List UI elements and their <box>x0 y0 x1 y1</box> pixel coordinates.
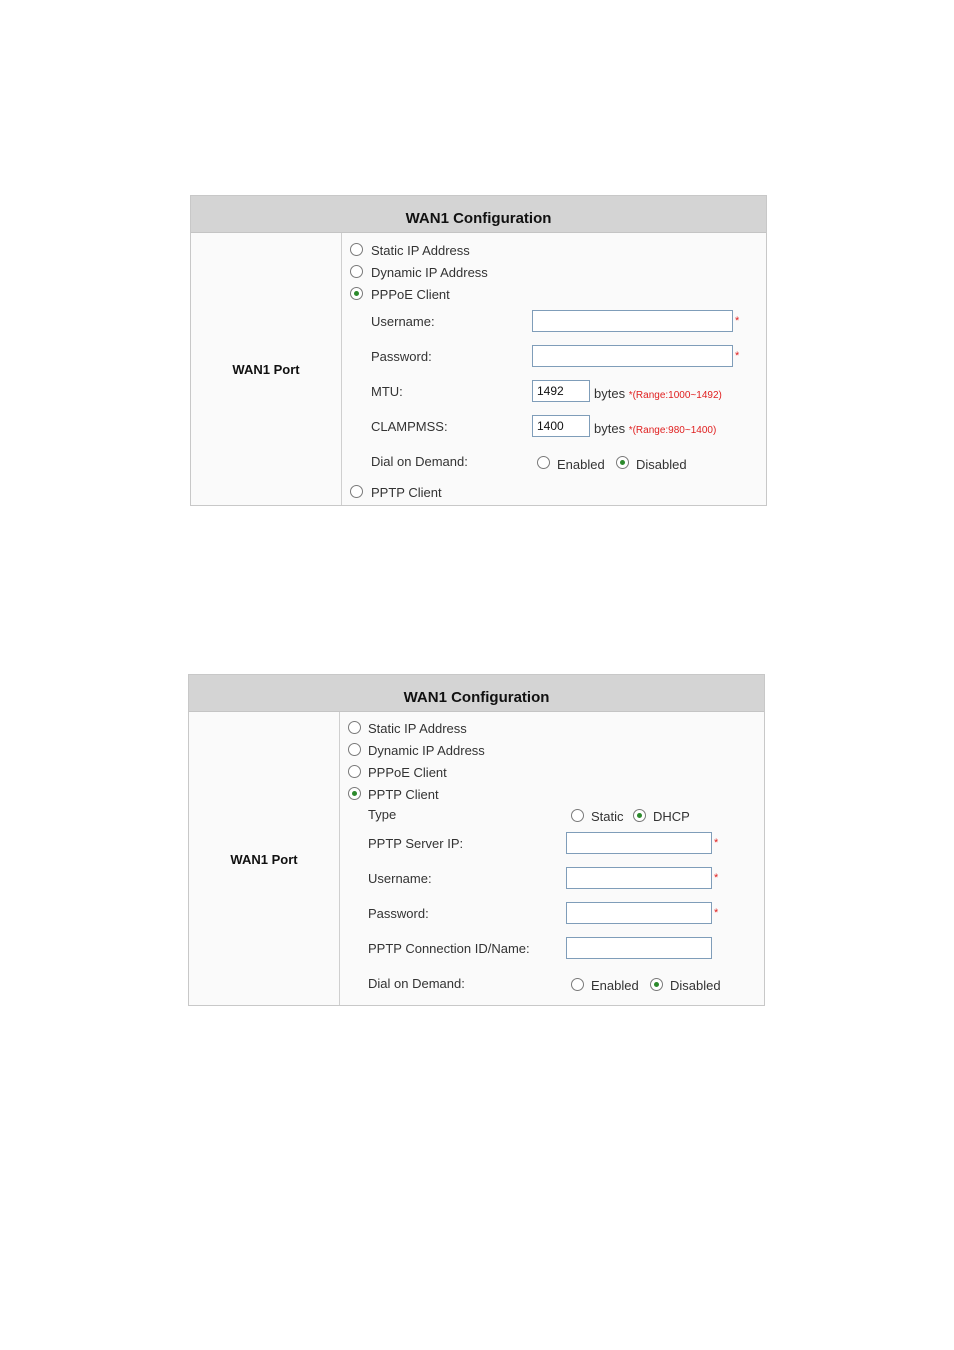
type-label: Type <box>368 807 397 822</box>
pppoe-client-radio[interactable] <box>348 765 361 778</box>
pptp-connection-id-label: PPTP Connection ID/Name: <box>368 941 530 956</box>
pptp-client-radio[interactable] <box>350 485 363 498</box>
dial-on-demand-label: Dial on Demand: <box>368 976 465 991</box>
dial-enabled-radio[interactable] <box>571 978 584 991</box>
panel-title: WAN1 Configuration <box>189 675 764 712</box>
pptp-client-label: PPTP Client <box>368 787 439 802</box>
dial-enabled-radio[interactable] <box>537 456 550 469</box>
dial-disabled-radio[interactable] <box>616 456 629 469</box>
wan1-config-panel-pptp <box>188 674 765 1006</box>
password-label: Password: <box>368 906 429 921</box>
dial-disabled-label: Disabled <box>670 978 721 993</box>
mtu-input[interactable] <box>532 380 590 402</box>
type-dhcp-radio[interactable] <box>633 809 646 822</box>
static-ip-radio[interactable] <box>350 243 363 256</box>
static-ip-radio[interactable] <box>348 721 361 734</box>
required-mark: * <box>735 350 740 362</box>
dynamic-ip-radio[interactable] <box>348 743 361 756</box>
clampmss-input[interactable] <box>532 415 590 437</box>
port-label: WAN1 Port <box>230 852 298 867</box>
type-static-label: Static <box>591 809 624 824</box>
pppoe-client-label: PPPoE Client <box>368 765 447 780</box>
required-mark: * <box>714 837 719 849</box>
clampmss-label: CLAMPMSS: <box>371 419 448 434</box>
dynamic-ip-label: Dynamic IP Address <box>371 265 488 280</box>
pptp-server-ip-input[interactable] <box>566 832 712 854</box>
pppoe-client-label: PPPoE Client <box>371 287 450 302</box>
panel-title: WAN1 Configuration <box>191 196 766 233</box>
username-input[interactable] <box>566 867 712 889</box>
dial-on-demand-label: Dial on Demand: <box>371 454 468 469</box>
username-label: Username: <box>368 871 432 886</box>
dial-enabled-label: Enabled <box>591 978 639 993</box>
wan1-config-panel-pppoe <box>190 195 767 506</box>
required-mark: * <box>714 907 719 919</box>
username-label: Username: <box>371 314 435 329</box>
type-static-radio[interactable] <box>571 809 584 822</box>
mtu-unit: bytes *(Range:1000~1492) <box>594 386 722 401</box>
pptp-connection-id-input[interactable] <box>566 937 712 959</box>
pptp-client-label: PPTP Client <box>371 485 442 500</box>
username-input[interactable] <box>532 310 733 332</box>
clampmss-unit: bytes *(Range:980~1400) <box>594 421 717 436</box>
mtu-range: *(Range:1000~1492) <box>628 390 722 401</box>
clampmss-range: *(Range:980~1400) <box>628 425 717 436</box>
pptp-client-radio[interactable] <box>348 787 361 800</box>
pptp-server-ip-label: PPTP Server IP: <box>368 836 464 851</box>
required-mark: * <box>735 315 740 327</box>
required-mark: * <box>714 872 719 884</box>
static-ip-label: Static IP Address <box>371 243 470 258</box>
dial-disabled-radio[interactable] <box>650 978 663 991</box>
static-ip-label: Static IP Address <box>368 721 467 736</box>
type-dhcp-label: DHCP <box>653 809 690 824</box>
dial-enabled-label: Enabled <box>557 457 605 472</box>
pppoe-client-radio[interactable] <box>350 287 363 300</box>
dial-disabled-label: Disabled <box>636 457 687 472</box>
password-label: Password: <box>371 349 432 364</box>
mtu-label: MTU: <box>371 384 403 399</box>
port-label: WAN1 Port <box>232 362 300 377</box>
dynamic-ip-label: Dynamic IP Address <box>368 743 485 758</box>
password-input[interactable] <box>532 345 733 367</box>
dynamic-ip-radio[interactable] <box>350 265 363 278</box>
password-input[interactable] <box>566 902 712 924</box>
